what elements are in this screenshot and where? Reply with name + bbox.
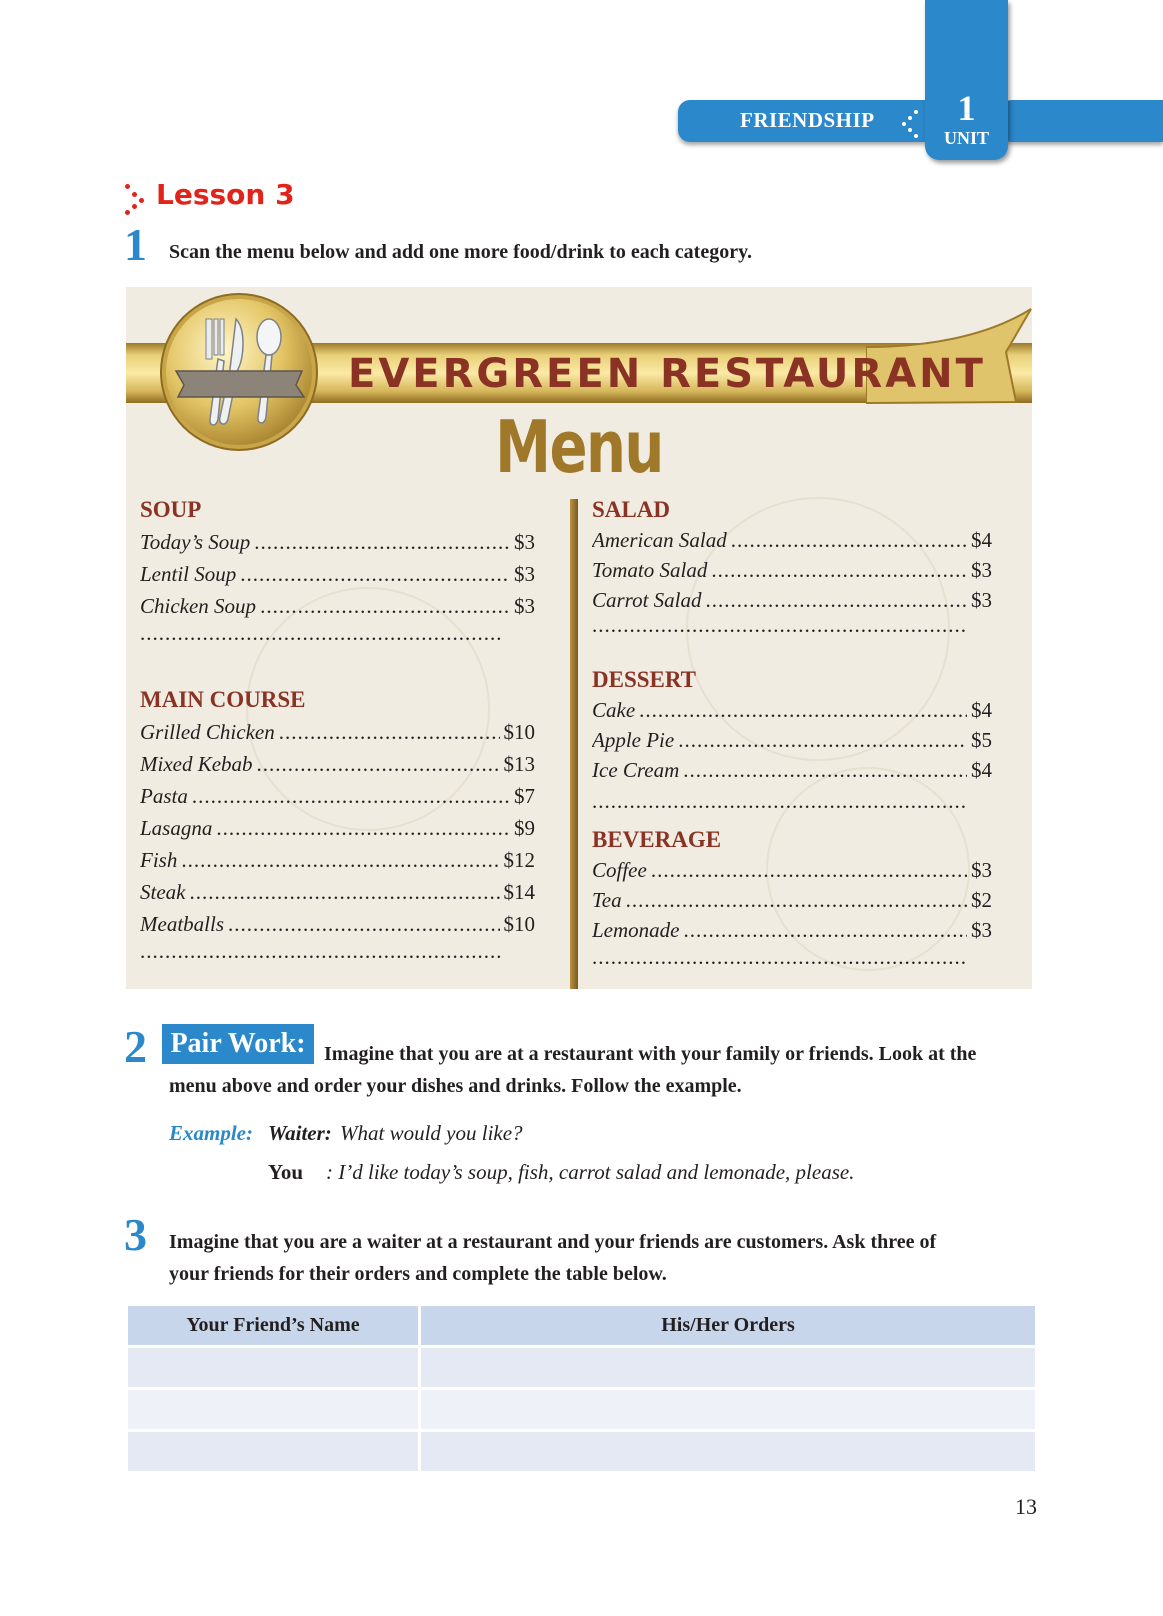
menu-item bbox=[140, 752, 535, 782]
unit-banner-extension bbox=[1000, 100, 1163, 142]
menu-item-price: $3 bbox=[971, 588, 992, 612]
menu-item-price: $7 bbox=[514, 784, 535, 808]
menu-item bbox=[592, 698, 992, 728]
menu-item-name: Apple Pie bbox=[592, 728, 675, 752]
menu-item-price: $5 bbox=[971, 728, 992, 752]
orders-cell[interactable] bbox=[421, 1348, 1035, 1387]
menu-item bbox=[592, 918, 992, 948]
menu-item bbox=[140, 912, 535, 942]
menu-item-price: $12 bbox=[503, 848, 535, 872]
menu-item bbox=[140, 594, 535, 624]
menu-item-name: Fish bbox=[140, 848, 178, 872]
menu-item-price: $13 bbox=[503, 752, 535, 776]
lesson-dots-icon bbox=[125, 184, 145, 212]
table-row bbox=[128, 1348, 1038, 1387]
restaurant-menu bbox=[126, 287, 1032, 989]
menu-item bbox=[592, 528, 992, 558]
menu-item-price: $10 bbox=[503, 720, 535, 744]
category-main-course: MAIN COURSE bbox=[140, 687, 306, 712]
menu-item bbox=[592, 888, 992, 918]
category-beverage: BEVERAGE bbox=[592, 827, 722, 852]
menu-item bbox=[140, 720, 535, 750]
friend-name-cell[interactable] bbox=[128, 1432, 418, 1471]
page-number: 13 bbox=[1015, 1494, 1037, 1519]
menu-item-name: American Salad bbox=[592, 528, 727, 552]
orders-cell[interactable] bbox=[421, 1432, 1035, 1471]
menu-item-price: $3 bbox=[971, 918, 992, 942]
menu-item-name: Meatballs bbox=[140, 912, 224, 936]
category-soup: SOUP bbox=[140, 497, 202, 522]
exercise-2-instruction-line-1: Imagine that you are at a restaurant with your family or friends. Look at the bbox=[324, 1043, 977, 1065]
table-row bbox=[128, 1390, 1038, 1429]
menu-item bbox=[140, 816, 535, 846]
blank-entry-line[interactable] bbox=[592, 789, 966, 809]
menu-item-name: Tea bbox=[592, 888, 622, 912]
menu-item-price: $2 bbox=[971, 888, 992, 912]
exercise-3-instruction-line-2: your friends for their orders and complete the table below. bbox=[169, 1263, 667, 1285]
menu-item-price: $9 bbox=[514, 816, 535, 840]
unit-theme: FRIENDSHIP bbox=[740, 108, 875, 132]
header-friend-name: Your Friend’s Name bbox=[128, 1306, 418, 1345]
menu-item bbox=[592, 758, 992, 788]
category-dessert: DESSERT bbox=[592, 667, 697, 692]
blank-entry-line[interactable] bbox=[592, 945, 966, 965]
dots-decoration-icon bbox=[902, 110, 922, 136]
unit-label: UNIT bbox=[943, 128, 989, 148]
exercise-1-instruction: Scan the menu below and add one more food/drink to each category. bbox=[169, 241, 752, 263]
exercise-2-instruction-line-2: menu above and order your dishes and drinks. Follow the example. bbox=[169, 1075, 742, 1097]
waiter-label: Waiter: bbox=[268, 1121, 332, 1145]
menu-item-name: Ice Cream bbox=[592, 758, 680, 782]
blank-entry-line[interactable] bbox=[140, 939, 502, 959]
menu-item-name: Carrot Salad bbox=[592, 588, 702, 612]
menu-item bbox=[592, 728, 992, 758]
menu-item-price: $3 bbox=[514, 594, 535, 618]
menu-item-name: Lemonade bbox=[592, 918, 680, 942]
menu-item-name: Cake bbox=[592, 698, 636, 722]
menu-item bbox=[140, 784, 535, 814]
blank-entry-line[interactable] bbox=[592, 613, 966, 633]
menu-item-price: $10 bbox=[503, 912, 535, 936]
menu-item bbox=[140, 562, 535, 592]
exercise-2-number: 2 bbox=[124, 1021, 147, 1072]
unit-number: 1 bbox=[957, 88, 976, 128]
menu-item-price: $4 bbox=[971, 528, 992, 552]
menu-item bbox=[140, 848, 535, 878]
menu-item-name: Today’s Soup bbox=[140, 530, 251, 554]
orders-cell[interactable] bbox=[421, 1390, 1035, 1429]
exercise-1-number: 1 bbox=[124, 219, 147, 270]
menu-item-price: $3 bbox=[971, 858, 992, 882]
menu-item bbox=[140, 880, 535, 910]
menu-item-name: Grilled Chicken bbox=[140, 720, 275, 744]
menu-item bbox=[592, 858, 992, 888]
menu-item-name: Steak bbox=[140, 880, 186, 904]
menu-item bbox=[140, 530, 535, 560]
lesson-title: Lesson 3 bbox=[156, 178, 295, 211]
menu-item-name: Pasta bbox=[140, 784, 188, 808]
category-salad: SALAD bbox=[592, 497, 670, 522]
menu-item-price: $4 bbox=[971, 698, 992, 722]
exercise-3-number: 3 bbox=[124, 1209, 147, 1260]
table-header-row bbox=[128, 1306, 1038, 1345]
menu-item-name: Chicken Soup bbox=[140, 594, 257, 618]
pair-work-label: Pair Work: bbox=[162, 1024, 314, 1064]
friend-name-cell[interactable] bbox=[128, 1348, 418, 1387]
menu-item-price: $3 bbox=[971, 558, 992, 582]
menu-item-price: $3 bbox=[514, 530, 535, 554]
blank-entry-line[interactable] bbox=[140, 621, 502, 641]
friend-name-cell[interactable] bbox=[128, 1390, 418, 1429]
menu-item-name: Mixed Kebab bbox=[140, 752, 253, 776]
exercise-3-instruction-line-1: Imagine that you are a waiter at a restaurant and your friends are customers. Ask three of bbox=[169, 1231, 937, 1253]
menu-item-name: Lentil Soup bbox=[140, 562, 237, 586]
menu-item-price: $3 bbox=[514, 562, 535, 586]
header-orders: His/Her Orders bbox=[421, 1306, 1035, 1345]
you-line: : I’d like today’s soup, fish, carrot salad and lemonade, please. bbox=[326, 1160, 855, 1184]
restaurant-name: EVERGREEN RESTAURANT bbox=[348, 351, 986, 397]
waiter-line: What would you like? bbox=[340, 1121, 523, 1145]
menu-item-price: $4 bbox=[971, 758, 992, 782]
you-label: You bbox=[268, 1160, 304, 1184]
orders-table bbox=[128, 1306, 1038, 1474]
menu-heading: Menu bbox=[495, 405, 663, 489]
column-divider bbox=[570, 499, 578, 989]
menu-item-name: Coffee bbox=[592, 858, 647, 882]
menu-item-name: Tomato Salad bbox=[592, 558, 708, 582]
menu-item-price: $14 bbox=[503, 880, 535, 904]
menu-item bbox=[592, 558, 992, 588]
menu-item-name: Lasagna bbox=[140, 816, 213, 840]
unit-tab bbox=[925, 0, 1008, 160]
table-row bbox=[128, 1432, 1038, 1471]
example-label: Example: bbox=[169, 1121, 253, 1145]
